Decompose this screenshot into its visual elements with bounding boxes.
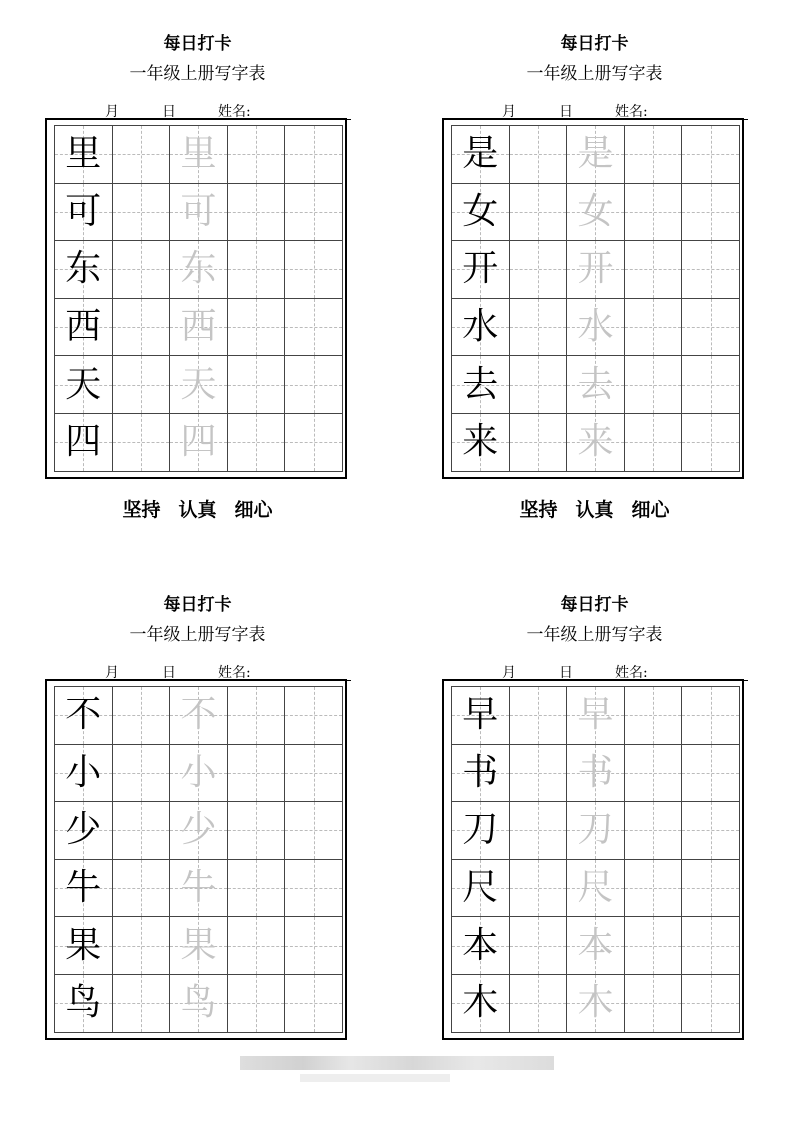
writing-grid-frame — [442, 118, 744, 479]
grid-cell — [55, 860, 113, 918]
grid-cell[interactable] — [228, 802, 286, 860]
grid-cell[interactable] — [228, 917, 286, 975]
grid-cell[interactable] — [285, 687, 343, 745]
blurred-footer-text — [240, 1056, 554, 1070]
sheet-subtitle: 一年级上册写字表 — [526, 625, 663, 645]
grid-cell — [170, 356, 228, 414]
grid-cell — [567, 802, 625, 860]
grid-cell — [452, 241, 510, 299]
grid-cell — [567, 860, 625, 918]
grid-cell[interactable] — [113, 802, 171, 860]
motto — [45, 495, 350, 522]
motto-word: 认真 — [178, 499, 217, 521]
grid-cell — [452, 414, 510, 472]
motto-word: 细心 — [234, 499, 273, 521]
trace-character: 东 — [180, 248, 217, 290]
trace-character: 早 — [577, 694, 614, 736]
trace-character: 少 — [180, 809, 217, 851]
grid-cell[interactable] — [682, 687, 740, 745]
name-label: 姓名: — [615, 665, 648, 681]
writing-grid — [54, 125, 343, 472]
month-label: 月 — [502, 665, 516, 681]
grid-cell[interactable] — [510, 687, 568, 745]
grid-cell — [452, 802, 510, 860]
day-label: 日 — [162, 665, 176, 681]
writing-grid — [451, 686, 740, 1033]
sheet-subtitle: 一年级上册写字表 — [129, 64, 266, 84]
grid-cell — [567, 975, 625, 1033]
grid-cell[interactable] — [285, 975, 343, 1033]
grid-cell — [170, 917, 228, 975]
model-character: 刀 — [462, 809, 499, 851]
model-character: 小 — [65, 751, 102, 793]
grid-cell[interactable] — [510, 299, 568, 357]
model-character: 果 — [65, 924, 102, 966]
grid-cell — [452, 860, 510, 918]
model-character: 可 — [65, 190, 102, 232]
grid-cell[interactable] — [510, 126, 568, 184]
motto-word: 细心 — [631, 499, 670, 521]
grid-cell[interactable] — [625, 975, 683, 1033]
grid-cell[interactable] — [625, 184, 683, 242]
grid-cell — [170, 126, 228, 184]
grid-cell[interactable] — [285, 745, 343, 803]
month-label: 月 — [105, 665, 119, 681]
grid-cell — [55, 299, 113, 357]
grid-cell[interactable] — [682, 917, 740, 975]
model-character: 来 — [462, 421, 499, 463]
sheet-subtitle: 一年级上册写字表 — [129, 625, 266, 645]
grid-cell[interactable] — [113, 356, 171, 414]
grid-cell[interactable] — [113, 184, 171, 242]
grid-cell — [452, 356, 510, 414]
grid-cell — [170, 860, 228, 918]
grid-cell — [170, 414, 228, 472]
grid-cell — [567, 241, 625, 299]
model-character: 去 — [462, 363, 499, 405]
trace-character: 不 — [180, 694, 217, 736]
grid-cell[interactable] — [682, 299, 740, 357]
writing-grid-frame — [45, 118, 347, 479]
grid-cell[interactable] — [510, 414, 568, 472]
trace-character: 水 — [577, 306, 614, 348]
trace-character: 刀 — [577, 809, 614, 851]
grid-cell[interactable] — [113, 745, 171, 803]
grid-cell[interactable] — [113, 241, 171, 299]
grid-cell — [567, 745, 625, 803]
model-character: 不 — [65, 694, 102, 736]
grid-cell — [55, 745, 113, 803]
trace-character: 里 — [180, 133, 217, 175]
grid-cell — [567, 299, 625, 357]
grid-cell[interactable] — [285, 860, 343, 918]
motto-word: 认真 — [575, 499, 614, 521]
trace-character: 是 — [577, 133, 614, 175]
motto-word: 坚持 — [122, 499, 161, 521]
grid-cell — [170, 745, 228, 803]
grid-cell — [55, 975, 113, 1033]
trace-character: 小 — [180, 751, 217, 793]
model-character: 东 — [65, 248, 102, 290]
trace-character: 本 — [577, 924, 614, 966]
grid-cell — [170, 802, 228, 860]
grid-cell[interactable] — [113, 975, 171, 1033]
grid-cell[interactable] — [625, 356, 683, 414]
trace-character: 来 — [577, 421, 614, 463]
model-character: 女 — [462, 190, 499, 232]
grid-cell[interactable] — [285, 241, 343, 299]
sheet-subtitle: 一年级上册写字表 — [526, 64, 663, 84]
model-character: 天 — [65, 363, 102, 405]
grid-cell — [452, 687, 510, 745]
grid-cell[interactable] — [682, 745, 740, 803]
writing-grid — [451, 125, 740, 472]
model-character: 开 — [462, 248, 499, 290]
grid-cell[interactable] — [682, 241, 740, 299]
writing-grid-frame — [45, 679, 347, 1040]
grid-cell[interactable] — [682, 126, 740, 184]
grid-cell[interactable] — [228, 126, 286, 184]
motto-word: 坚持 — [519, 499, 558, 521]
grid-cell[interactable] — [113, 299, 171, 357]
grid-cell[interactable] — [113, 860, 171, 918]
grid-cell — [567, 126, 625, 184]
grid-cell — [567, 184, 625, 242]
grid-cell — [567, 356, 625, 414]
grid-cell[interactable] — [228, 241, 286, 299]
grid-cell — [452, 184, 510, 242]
grid-cell[interactable] — [113, 687, 171, 745]
model-character: 四 — [65, 421, 102, 463]
sheet-title: 每日打卡 — [163, 34, 232, 54]
sheet-title: 每日打卡 — [560, 34, 629, 54]
grid-cell[interactable] — [510, 241, 568, 299]
trace-character: 开 — [577, 248, 614, 290]
sheet-title: 每日打卡 — [163, 595, 232, 615]
grid-cell[interactable] — [285, 802, 343, 860]
name-label: 姓名: — [615, 104, 648, 120]
grid-cell[interactable] — [285, 126, 343, 184]
grid-cell[interactable] — [285, 917, 343, 975]
grid-cell — [567, 687, 625, 745]
trace-character: 四 — [180, 421, 217, 463]
model-character: 牛 — [65, 867, 102, 909]
trace-character: 天 — [180, 363, 217, 405]
grid-cell — [55, 687, 113, 745]
grid-cell — [55, 917, 113, 975]
grid-cell — [452, 917, 510, 975]
day-label: 日 — [559, 104, 573, 120]
model-character: 是 — [462, 133, 499, 175]
grid-cell[interactable] — [625, 414, 683, 472]
grid-cell[interactable] — [510, 975, 568, 1033]
name-label: 姓名: — [218, 104, 251, 120]
day-label: 日 — [559, 665, 573, 681]
grid-cell[interactable] — [682, 184, 740, 242]
trace-character: 尺 — [577, 867, 614, 909]
grid-cell[interactable] — [228, 860, 286, 918]
grid-cell[interactable] — [285, 184, 343, 242]
grid-cell[interactable] — [625, 687, 683, 745]
blurred-footer-subtext — [300, 1074, 450, 1082]
grid-cell[interactable] — [510, 184, 568, 242]
grid-cell[interactable] — [625, 917, 683, 975]
grid-cell[interactable] — [625, 299, 683, 357]
grid-cell[interactable] — [228, 414, 286, 472]
grid-cell — [170, 687, 228, 745]
model-character: 鸟 — [65, 982, 102, 1024]
sheet-title: 每日打卡 — [560, 595, 629, 615]
grid-cell — [567, 917, 625, 975]
grid-cell[interactable] — [285, 356, 343, 414]
grid-cell[interactable] — [113, 414, 171, 472]
grid-cell[interactable] — [625, 241, 683, 299]
grid-cell — [55, 356, 113, 414]
model-character: 早 — [462, 694, 499, 736]
trace-character: 书 — [577, 751, 614, 793]
grid-cell — [170, 241, 228, 299]
trace-character: 牛 — [180, 867, 217, 909]
grid-cell[interactable] — [682, 356, 740, 414]
model-character: 里 — [65, 133, 102, 175]
grid-cell — [55, 241, 113, 299]
grid-cell[interactable] — [228, 745, 286, 803]
grid-cell[interactable] — [682, 975, 740, 1033]
model-character: 尺 — [462, 867, 499, 909]
month-label: 月 — [105, 104, 119, 120]
grid-cell[interactable] — [228, 356, 286, 414]
grid-cell[interactable] — [510, 356, 568, 414]
model-character: 本 — [462, 924, 499, 966]
grid-cell[interactable] — [510, 802, 568, 860]
grid-cell[interactable] — [510, 745, 568, 803]
grid-cell — [55, 414, 113, 472]
grid-cell[interactable] — [228, 687, 286, 745]
trace-character: 可 — [180, 190, 217, 232]
grid-cell — [452, 745, 510, 803]
grid-cell[interactable] — [682, 414, 740, 472]
grid-cell[interactable] — [113, 917, 171, 975]
grid-cell[interactable] — [682, 860, 740, 918]
grid-cell[interactable] — [682, 802, 740, 860]
trace-character: 西 — [180, 306, 217, 348]
month-label: 月 — [502, 104, 516, 120]
trace-character: 木 — [577, 982, 614, 1024]
grid-cell — [55, 184, 113, 242]
writing-grid-frame — [442, 679, 744, 1040]
grid-cell — [452, 975, 510, 1033]
model-character: 西 — [65, 306, 102, 348]
grid-cell[interactable] — [510, 860, 568, 918]
grid-cell — [452, 126, 510, 184]
model-character: 水 — [462, 306, 499, 348]
grid-cell[interactable] — [625, 126, 683, 184]
grid-cell[interactable] — [113, 126, 171, 184]
grid-cell[interactable] — [625, 802, 683, 860]
motto — [442, 495, 747, 522]
grid-cell[interactable] — [510, 917, 568, 975]
trace-character: 去 — [577, 363, 614, 405]
grid-cell[interactable] — [285, 299, 343, 357]
name-label: 姓名: — [218, 665, 251, 681]
model-character: 少 — [65, 809, 102, 851]
grid-cell — [170, 975, 228, 1033]
grid-cell — [55, 126, 113, 184]
model-character: 木 — [462, 982, 499, 1024]
grid-cell — [567, 414, 625, 472]
trace-character: 女 — [577, 190, 614, 232]
grid-cell[interactable] — [228, 299, 286, 357]
trace-character: 鸟 — [180, 982, 217, 1024]
grid-cell — [452, 299, 510, 357]
grid-cell[interactable] — [625, 745, 683, 803]
day-label: 日 — [162, 104, 176, 120]
grid-cell[interactable] — [285, 414, 343, 472]
grid-cell[interactable] — [228, 975, 286, 1033]
trace-character: 果 — [180, 924, 217, 966]
grid-cell[interactable] — [228, 184, 286, 242]
grid-cell[interactable] — [625, 860, 683, 918]
writing-grid — [54, 686, 343, 1033]
model-character: 书 — [462, 751, 499, 793]
grid-cell — [170, 299, 228, 357]
grid-cell — [55, 802, 113, 860]
grid-cell — [170, 184, 228, 242]
